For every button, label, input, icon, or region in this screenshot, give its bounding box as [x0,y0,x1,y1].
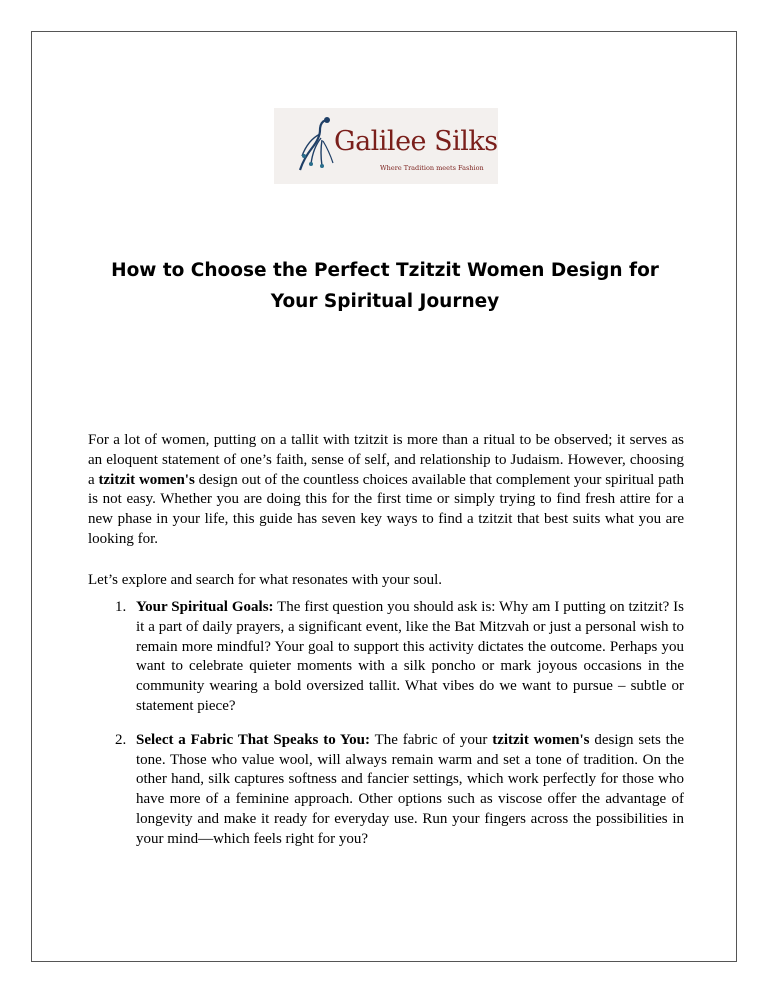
list-item [88,731,684,850]
list-item-text: The first question you should ask is: Why am I putting on tzitzit? Is it a part of daily prayers, a significant event, like the Bat Mitzvah or just a personal wish to remain more mindful? Your goal to support this activity dictates the outcome. Perhaps you want to celebrate quieter moments with a silk poncho or mark joyous occasions in the community wearing a bold oversized tallit. What vibes do we want to pursue – subtle or statement piece? [136,599,684,714]
list-item [88,598,684,717]
list-item-text: The fabric of your [370,731,493,748]
list-item-text: design sets the tone. Those who value wool, will always remain warm and set a tone of tradition. On the other hand, silk captures softness and fancier settings, which work perfectly for those who have more of a feminine approach. Other options such as viscose offer the advantage of longevity and make it ready for everyday use. Run your fingers across the possibilities in your mind—which feels right for you? [136,731,685,847]
list-item-heading: Your Spiritual Goals: [136,599,274,615]
galilee-silks-logo [274,108,498,184]
logo-tagline: Where Tradition meets Fashion [380,164,484,172]
intro-text-1: For a lot of women, putting on a tallit with tzitzit is more than a ritual to be observed; it serves as an eloquent statement of one’s faith, sense of self, and relationship to Judaism. However, choosing a [88,432,684,488]
intro-text-2: design out of the countless choices available that complement your spiritual path is not easy. Whether you are doing this for the first time or simply trying to find fresh attire for a new phase in your life, this guide has seven key ways to find a tzitzit that best suits what you are looking for. [88,471,685,547]
tips-list [88,598,684,864]
page-title [62,255,708,317]
list-number: 1. [115,599,127,615]
logo-brand: Galilee Silks [334,126,498,157]
document-page [31,31,737,962]
intro-paragraph [88,431,684,550]
title-line-1: How to Choose the Perfect Tzitzit Women Design for [111,260,659,281]
list-item-bold-keyword: tzitzit women's [492,731,590,748]
explore-paragraph: Let’s explore and search for what resonates with your soul. [88,572,443,588]
list-number: 2. [115,731,127,748]
list-item-heading: Select a Fabric That Speaks to You: [136,731,371,748]
intro-bold-keyword: tzitzit women's [98,471,195,488]
title-line-2: Your Spiritual Journey [270,291,500,312]
